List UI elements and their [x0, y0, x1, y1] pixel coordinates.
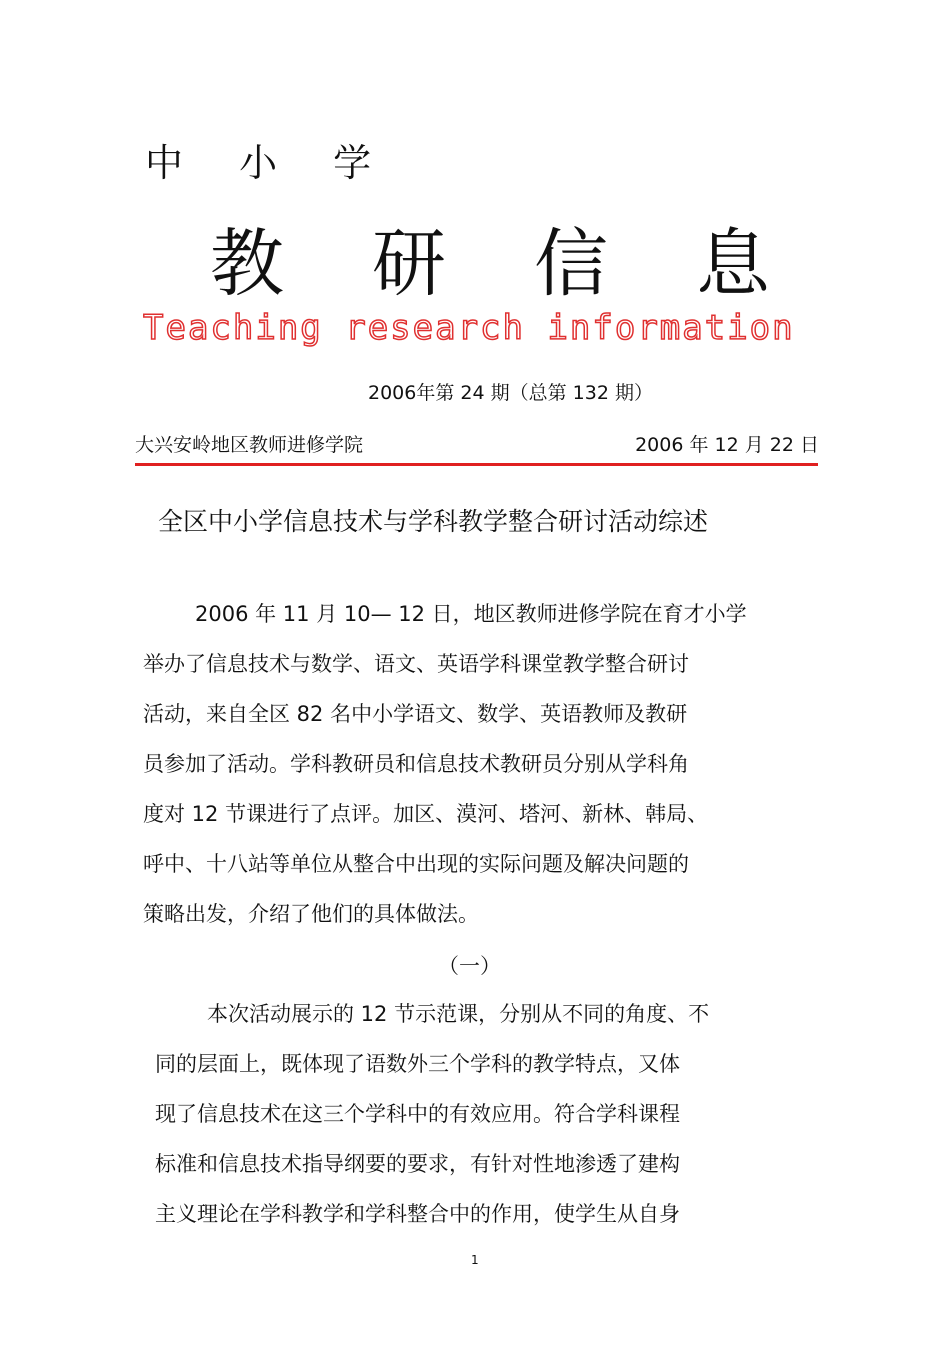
paragraph-line: 呼中、十八站等单位从整合中出现的实际问题及解决问题的	[143, 852, 689, 876]
section-heading: （一）	[438, 954, 501, 978]
paragraph-line: 度对 12 节课进行了点评。加区、漠河、塔河、新林、韩局、	[143, 802, 709, 826]
paragraph-line: 本次活动展示的 12 节示范课，分别从不同的角度、不	[207, 1002, 710, 1026]
paragraph-line: 现了信息技术在这三个学科中的有效应用。符合学科课程	[155, 1102, 680, 1126]
masthead-kicker: 中 小 学	[145, 141, 394, 185]
paragraph-line: 活动，来自全区 82 名中小学语文、数学、英语教师及教研	[143, 702, 688, 726]
article-paragraph-2	[155, 989, 709, 1239]
masthead-title: 教研信息	[210, 221, 858, 307]
issue-number: 2006年第 24 期（总第 132 期）	[368, 382, 653, 404]
paragraph-line: 员参加了活动。学科教研员和信息技术教研员分别从学科角	[143, 752, 689, 776]
paragraph-line: 标准和信息技术指导纲要的要求，有针对性地渗透了建构	[155, 1152, 680, 1176]
header-divider	[135, 463, 818, 466]
page-number: 1	[471, 1253, 479, 1267]
article-title: 全区中小学信息技术与学科教学整合研讨活动综述	[158, 507, 709, 536]
publication-date: 2006 年 12 月 22 日	[635, 434, 819, 456]
paragraph-line: 2006 年 11 月 10— 12 日，地区教师进修学院在育才小学	[195, 602, 747, 626]
masthead-english-title: Teaching research information	[143, 308, 795, 348]
paragraph-line: 策略出发，介绍了他们的具体做法。	[143, 902, 479, 926]
paragraph-line: 主义理论在学科教学和学科整合中的作用，使学生从自身	[155, 1202, 680, 1226]
paragraph-line: 同的层面上，既体现了语数外三个学科的教学特点，又体	[155, 1052, 680, 1076]
article-paragraph-1	[143, 589, 747, 939]
paragraph-line: 举办了信息技术与数学、语文、英语学科课堂教学整合研讨	[143, 652, 689, 676]
publisher-name: 大兴安岭地区教师进修学院	[135, 434, 364, 456]
